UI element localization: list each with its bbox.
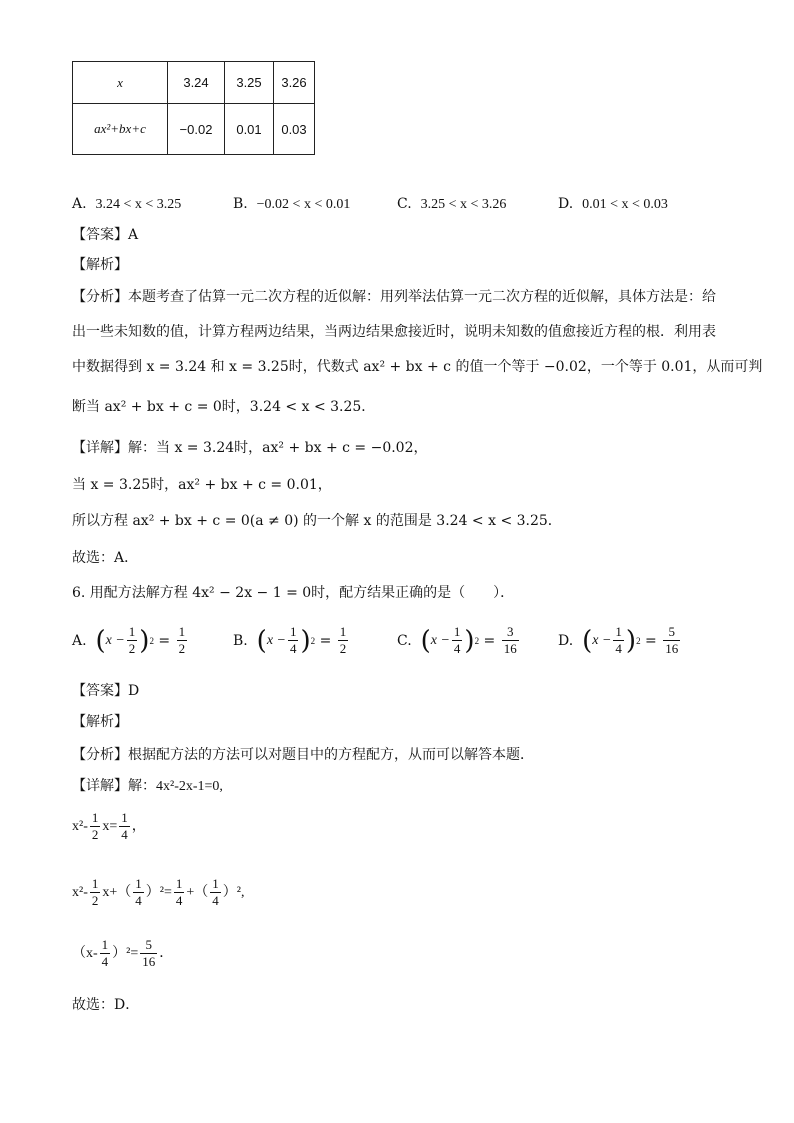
option-d[interactable]: D. ( x − $\frac{1}{4}$ ) 2 = $\frac{5}{16}$ — [558, 624, 679, 656]
fraction: $\frac{1}{4}$ — [615, 624, 622, 656]
option-text: 3.24 < x < 3.25 — [95, 197, 182, 212]
fraction: $\frac{1}{4}$ — [212, 876, 219, 908]
fraction: $\frac{1}{2}$ — [339, 624, 347, 656]
option-a[interactable]: A. ( x − $\frac{1}{2}$ ) 2 = $\frac{1}{2}$ — [72, 624, 186, 656]
answer-line: 【答案】D — [72, 683, 140, 699]
fraction: $\frac{1}{2}$ — [91, 810, 99, 842]
choose-line: 故选：A． — [72, 550, 139, 566]
table-cell: ax²+bx+c — [73, 104, 168, 155]
table-cell: x — [73, 62, 168, 104]
table-cell: 0.03 — [274, 104, 315, 155]
option-c[interactable]: C. ( x − $\frac{1}{4}$ ) 2 = $\frac{3}{16}$ — [397, 624, 517, 656]
fraction: $\frac{1}{4}$ — [101, 937, 109, 969]
fraction: $\frac{5}{16}$ — [142, 937, 156, 969]
table-cell: 0.01 — [225, 104, 274, 155]
option-c[interactable]: C. 3.25 < x < 3.26 — [397, 196, 507, 212]
solution-step: x²- $\frac{1}{2}$ x= $\frac{1}{4}$ ， — [72, 810, 146, 842]
analysis-text: 【分析】根据配方法的方法可以对题目中的方程配方，从而可以解答本题． — [72, 747, 534, 763]
value-table — [72, 61, 315, 155]
analysis-text: 中数据得到 x = 3.24 和 x = 3.25时，代数式 ax² + bx + c 的值一个等于 −0.02，一个等于 0.01，从而可判 — [72, 359, 763, 375]
table-cell: −0.02 — [168, 104, 225, 155]
fraction: $\frac{1}{2}$ — [128, 624, 136, 656]
solution-step: （x- $\frac{1}{4}$ ）²= $\frac{5}{16}$ ． — [72, 937, 174, 969]
detail-text: 所以方程 ax² + bx + c = 0(a ≠ 0) 的一个解 x 的范围是 3.24 < x < 3.25． — [72, 513, 562, 529]
fraction: $\frac{1}{2}$ — [91, 876, 99, 908]
question-stem: 6. 用配方法解方程 4x² − 2x − 1 = 0时，配方结果正确的是（ ）． — [72, 585, 515, 601]
option-b[interactable]: B. ( x − $\frac{1}{4}$ ) 2 = $\frac{1}{2}$ — [233, 624, 347, 656]
option-d[interactable]: D. 0.01 < x < 0.03 — [558, 196, 668, 212]
analysis-heading: 【解析】 — [72, 714, 128, 730]
option-a[interactable]: A. 3.24 < x < 3.25 — [72, 196, 182, 212]
fraction: $\frac{1}{4}$ — [453, 624, 461, 656]
option-text: 3.25 < x < 3.26 — [420, 197, 507, 212]
fraction: $\frac{3}{16}$ — [503, 624, 517, 656]
table-cell: 3.26 — [274, 62, 315, 104]
fraction: $\frac{1}{4}$ — [121, 810, 128, 842]
solution-step: x²- $\frac{1}{2}$ x+（ $\frac{1}{4}$ ）²= $\frac{1}{4}$ +（ $\frac{1}{4}$ ）², — [72, 876, 245, 908]
analysis-text: 断当 ax² + bx + c = 0时，3.24 < x < 3.25． — [72, 399, 376, 415]
table-row — [73, 104, 315, 155]
table-cell: 3.24 — [168, 62, 225, 104]
table-cell: 3.25 — [225, 62, 274, 104]
answer-line: 【答案】A — [72, 227, 139, 243]
option-text: 0.01 < x < 0.03 — [582, 197, 668, 212]
detail-text: 当 x = 3.25时，ax² + bx + c = 0.01， — [72, 477, 332, 493]
fraction: $\frac{1}{4}$ — [289, 624, 297, 656]
table-row — [73, 62, 315, 104]
fraction: $\frac{1}{4}$ — [135, 876, 142, 908]
fraction: $\frac{5}{16}$ — [665, 624, 679, 656]
detail-text: 【详解】解：当 x = 3.24时，ax² + bx + c = −0.02， — [72, 440, 428, 456]
analysis-text: 出一些未知数的值，计算方程两边结果，当两边结果愈接近时，说明未知数的值愈接近方程的根．利用表 — [72, 324, 716, 340]
option-text: −0.02 < x < 0.01 — [256, 197, 351, 212]
fraction: $\frac{1}{4}$ — [175, 876, 183, 908]
choose-line: 故选：D． — [72, 997, 140, 1013]
analysis-heading: 【解析】 — [72, 257, 128, 273]
detail-text: 【详解】解：4x²-2x-1=0, — [72, 778, 223, 794]
fraction: $\frac{1}{2}$ — [178, 624, 186, 656]
option-b[interactable]: B. −0.02 < x < 0.01 — [233, 196, 351, 212]
analysis-text: 【分析】本题考查了估算一元二次方程的近似解：用列举法估算一元二次方程的近似解，具体方法是：给 — [72, 289, 716, 305]
